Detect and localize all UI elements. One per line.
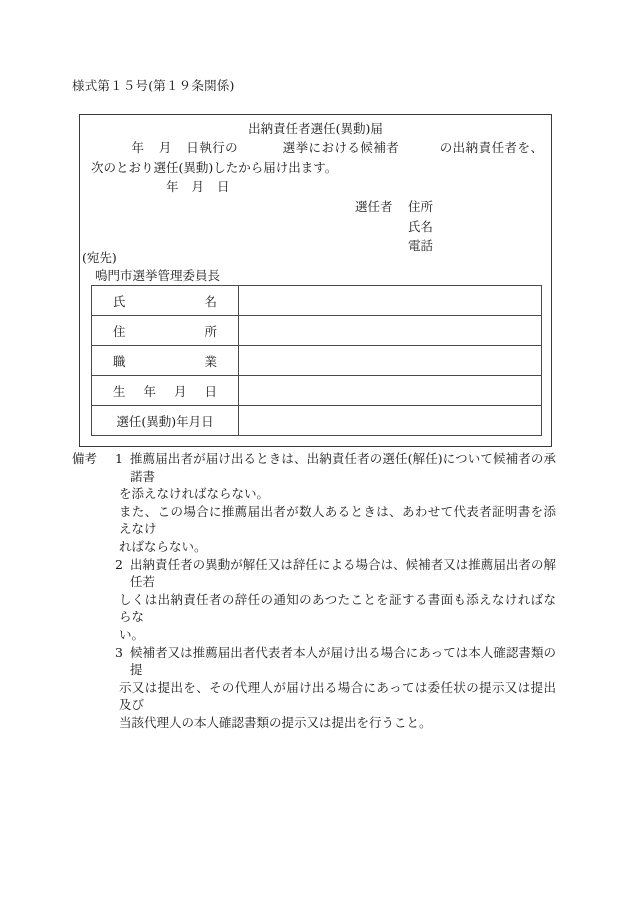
table-row — [92, 346, 542, 376]
row-label-appointment-date-text: 選任(異動)年月日 — [116, 413, 214, 429]
person-details-table-body — [92, 286, 542, 436]
execution-day-label: 日執行の — [185, 140, 239, 155]
row-label-occupation-text: 職 業 — [113, 353, 217, 369]
row-label-name — [92, 286, 239, 316]
note-2-line-3: い。 — [119, 626, 145, 642]
appointer-lead-label: 選任者 — [355, 199, 393, 214]
note-number-3: 3 — [115, 644, 123, 660]
form-number: 様式第１５号(第１９条関係) — [72, 78, 235, 93]
row-label-appointment-date — [92, 406, 239, 436]
list-item — [72, 644, 556, 732]
note-body-1 — [119, 450, 556, 556]
appointer-block — [355, 197, 433, 256]
note-2-line-2: しくは出納責任者の辞任の通知のあつたことを証する書面も添えなければならな — [119, 591, 556, 625]
note-3-line-1: 候補者又は推薦届出者代表者本人が届け出る場合にあっては本人確認書類の提 — [130, 644, 556, 678]
row-label-name-text: 氏 名 — [113, 293, 217, 309]
remarks-section — [72, 450, 556, 732]
submission-date-line — [166, 177, 230, 197]
addressee-label: (宛先) — [82, 250, 117, 265]
note-body-3 — [119, 644, 556, 732]
remarks-heading: 備考 — [72, 451, 98, 466]
row-value-name[interactable] — [239, 286, 542, 316]
row-label-birthdate-text: 生 年 月 日 — [113, 383, 217, 399]
execution-year-label: 年 — [131, 140, 145, 155]
note-1-line-1: 推薦届出者が届け出るときは、出納責任者の選任(解任)について候補者の承諾書 — [130, 451, 556, 484]
row-label-birthdate — [92, 376, 239, 406]
note-2-line-1: 出納責任者の異動が解任又は辞任による場合は、候補者又は推薦届出者の解任若 — [130, 556, 556, 590]
appointer-address-row — [355, 197, 433, 217]
row-label-address — [92, 316, 239, 346]
note-1-line-3: また、この場合に推薦届出者が数人あるときは、あわせて代表者証明書を添えなけ — [119, 503, 556, 537]
row-label-occupation — [92, 346, 239, 376]
declaration-paragraph — [91, 138, 543, 177]
row-value-address[interactable] — [239, 316, 542, 346]
note-body-2 — [119, 556, 556, 644]
submission-month-label: 月 — [191, 179, 205, 194]
table-row — [92, 286, 542, 316]
appointer-phone-row — [355, 236, 433, 256]
table-row — [92, 406, 542, 436]
document-title: 出納責任者選任(異動)届 — [248, 121, 383, 136]
submission-year-label: 年 — [166, 179, 179, 194]
submission-day-label: 日 — [217, 179, 230, 194]
list-item — [72, 450, 556, 556]
declaration-tail: の出納責任者を、次のとおり選任(異動)したから届け出ます。 — [91, 140, 543, 175]
row-value-birthdate[interactable] — [239, 376, 542, 406]
row-value-occupation[interactable] — [239, 346, 542, 376]
appointer-name-row — [355, 217, 433, 237]
appointer-address-label: 住所 — [408, 199, 434, 214]
note-number-2: 2 — [115, 556, 123, 572]
execution-month-label: 月 — [158, 140, 172, 155]
note-1-line-2: を添えなければならない。 — [119, 486, 270, 502]
row-label-address-text: 住 所 — [113, 323, 217, 339]
election-candidate-label: 選挙における候補者 — [282, 140, 400, 155]
list-item — [72, 556, 556, 644]
row-value-appointment-date[interactable] — [239, 406, 542, 436]
addressee-name: 鳴門市選挙管理委員長 — [95, 268, 221, 283]
table-row — [92, 376, 542, 406]
note-1-line-4: ればならない。 — [119, 538, 207, 554]
person-details-table — [91, 285, 542, 436]
note-3-line-2: 示又は提出を、その代理人が届け出る場合にあっては委任状の提示又は提出及び — [119, 679, 556, 713]
form-outer-box — [79, 114, 552, 447]
appointer-name-label: 氏名 — [408, 218, 434, 234]
note-number-1: 1 — [115, 451, 123, 466]
table-row — [92, 316, 542, 346]
remarks-note-list — [72, 450, 556, 732]
appointer-phone-label: 電話 — [408, 238, 434, 253]
note-3-line-3: 当該代理人の本人確認書類の提示又は提出を行うこと。 — [119, 714, 432, 730]
